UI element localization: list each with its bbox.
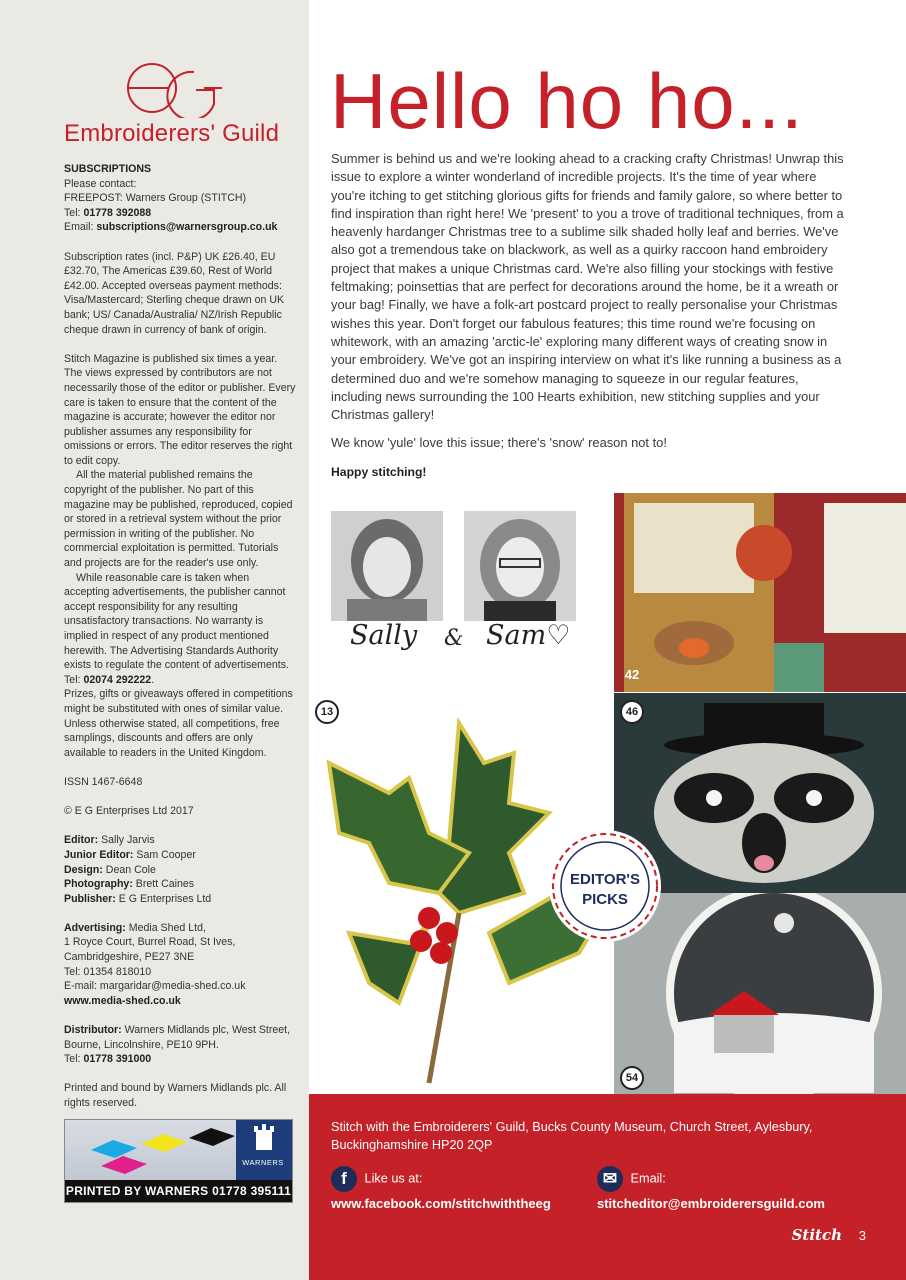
signature-ampersand: &: [444, 626, 464, 651]
portrait-icon: [331, 511, 443, 621]
distributor-tel: 01778 391000: [83, 1053, 152, 1066]
email-label-footer: Email:: [630, 1171, 666, 1186]
editor-photo-sam: [464, 511, 576, 621]
sidebar: [0, 0, 309, 1280]
page-badge-54: 54: [620, 1066, 644, 1090]
editor-photo-sally: [331, 511, 443, 621]
page-badge-42: 42: [624, 667, 640, 682]
credit-junior-editor: Junior Editor: Sam Cooper: [64, 848, 196, 861]
editors-picks-line2: PICKS: [582, 891, 628, 908]
advertising-address: 1 Royce Court, Burrel Road, St Ives, Cambridgeshire, PE27 3NE: [64, 936, 236, 964]
distributor: Distributor: Warners Midlands plc, West Street, Bourne, Lincolnshire, PE10 9PH.: [64, 1024, 291, 1051]
signature-sam: Sam♡: [486, 620, 571, 651]
publication-notice: Stitch Magazine is published six times a year. The views expressed by contributors are not necessarily those of the editor or publisher. Every care is taken to ensure that the content of the magazine is accurate; however the editor nor publisher assumes any responsibility for omissions or errors. The editor reserves the right to edit copy.: [64, 352, 296, 467]
credit-photography: Photography: Brett Caines: [64, 878, 195, 891]
eg-monogram-icon: [64, 60, 284, 118]
subscriptions-heading: SUBSCRIPTIONS: [64, 163, 152, 175]
email-link[interactable]: stitcheditor@embroiderersguild.com: [597, 1196, 825, 1211]
issn: ISSN 1467-6648: [64, 775, 143, 788]
footer: [309, 1094, 906, 1280]
email-contact: [597, 1166, 825, 1211]
stocking-project-image[interactable]: [614, 493, 906, 692]
asa-tel: 02074 292222: [83, 673, 152, 686]
subscription-email[interactable]: subscriptions@warnersgroup.co.uk: [96, 221, 278, 234]
printed-banner-text: PRINTED BY WARNERS 01778 395111: [65, 1180, 292, 1202]
rosette-icon: [548, 829, 662, 943]
subscription-tel: 01778 392088: [83, 206, 152, 219]
masthead-text: SUBSCRIPTIONS Please contact: FREEPOST: Warners Group (STITCH) Tel: 01778 392088 Email: subscriptions@warnersgroup.co.uk Subscription rates (incl. P&P) UK £26.40, EU £32.70, The Americas £39.60, Rest of World £42.00. Accepted overseas payment methods: Visa/Mastercard; Sterling cheque drawn on UK bank; US/ Canada/Australia/ NZ/Irish Republic cheque drawn in currency of bank of origin. Stitch Magazine is published six times a year. The views expressed by contributors are not necessarily those of the editor or publisher. Every care is taken to ensure that the content of the magazine is accurate; however the editor nor publisher assumes any responsibility for omissions or errors. The editor reserves the right to edit copy. All the material published remains the copyright of the publisher. No part of this magazine may be published, reproduced, copied or stored in a retrieval system without the prior permission in writing of the publisher. No commercial exploitation is permitted. Tutorials and projects are for the reader's use only. While reasonable care is taken when accepting advertisements, the publisher cannot accept responsibility for any resulting unsatisfactory transactions. No warranty is implied in respect of any product mentioned herewith. The Advertising Standards Authority exists to regulate the content of advertisements. Tel: 02074 292222. Prizes, gifts or giveaways offered in competitions might be substituted with ones of similar value. Unless otherwise stated, all competitions, free samplings, discounts and offers are only available to readers in the United Kingdom. ISSN 1467-6648 © E G Enterprises Ltd 2017 Editor: Sally Jarvis Junior Editor: Sam Cooper Design: Dean Cole Photography: Brett Caines Publisher: E G Enterprises Ltd Advertising: Media Shed Ltd, 1 Royce Court, Burrel Road, St Ives, Cambridgeshire, PE27 3NE Tel: 01354 818010 E-mail: margaridar@media-shed.co.uk www.media-shed.co.uk Distributor: Warners Midlands plc, West Street, Bourne, Lincolnshire, PE10 9PH. Tel: 01778 391000 Printed and bound by Warners Midlands plc. All rights reserved.: [64, 163, 296, 1109]
advertising-tel: Tel: 01354 818010: [64, 965, 152, 978]
please-contact: Please contact:: [64, 177, 137, 190]
page-title: Hello ho ho...: [330, 57, 804, 145]
christmas-stocking-embroidery-icon: [614, 493, 906, 692]
facebook-contact: [331, 1166, 551, 1211]
editors-picks-line1: EDITOR'S: [570, 871, 640, 888]
editor-letter-closing: We know 'yule' love this issue; there's 'snow' reason not to!: [331, 435, 667, 451]
stitch-magazine-logo: Stitch: [791, 1226, 842, 1244]
credit-editor: Editor: Sally Jarvis: [64, 834, 155, 847]
prizes-notice: Prizes, gifts or giveaways offered in competitions might be substituted with ones of similar value. Unless otherwise stated, all competitions, free samplings, discounts and offers are only available to readers in the United Kingdom.: [64, 688, 293, 759]
facebook-link[interactable]: www.facebook.com/stitchwiththeeg: [331, 1196, 551, 1211]
guild-address: Stitch with the Embroiderers' Guild, Bucks County Museum, Church Street, Aylesbury, Buckinghamshire HP20 2QP: [331, 1120, 813, 1152]
credit-publisher: Publisher: E G Enterprises Ltd: [64, 892, 212, 905]
sign-off: Happy stitching!: [331, 464, 427, 479]
facebook-icon: f: [331, 1166, 357, 1192]
editor-letter-body: Summer is behind us and we're looking ahead to a cracking crafty Christmas! Unwrap this issue to explore a winter wonderland of incredible projects. It's the time of year where you're itching to get stitching glorious gifts for friends and family galore, so where better to find inspiration than right here! We 'present' to you a trove of traditional techniques, from a heavenly hardanger Christmas tree to a sublime silk shaded holly leaf and berries. We've also got a tremendous take on blackwork, as well as a quirky raccoon hand embroidery project that makes a unique Christmas card. We're also filling your stockings with festive feltmaking; poinsettias that are perfect for decorations around the home, be it a wreath or your bag! Finally, we have a folk-art postcard project to really personalise your Christmas wishes this year. Don't forget our fabulous features; this time round we're focusing on whitework, with an amazing 'arctic-le' exploring many different ways of creating snow in your embroidery. We've got an inspiring interview on what it's like running a business as a determined duo and we're somehow managing to squeeze in our regular features, including news surrounding the 100 Hearts exhibition, new stitching supplies and your Christmas gallery!: [331, 151, 844, 423]
email-label: Email:: [64, 221, 97, 234]
page-badge-46: 46: [620, 700, 644, 724]
envelope-icon: ✉: [597, 1166, 623, 1192]
advertising-contact: Advertising: Media Shed Ltd,: [64, 921, 206, 934]
subscription-rates: Subscription rates (incl. P&P) UK £26.40, EU £32.70, The Americas £39.60, Rest of World £42.00. Accepted overseas payment methods: Visa/Mastercard; Sterling cheque drawn on UK bank; US/ Canada/Australia/ NZ/Irish Republic cheque drawn in currency of bank of origin.: [64, 250, 285, 336]
page-number: 3: [858, 1228, 866, 1243]
printed-by: Printed and bound by Warners Midlands plc. All rights reserved.: [64, 1082, 287, 1109]
advertisement-notice: While reasonable care is taken when accepting advertisements, the publisher cannot accept responsibility for any resulting unsatisfactory transactions. No warranty is implied in respect of any product mentioned herewith. The Advertising Standards Authority exists to regulate the content of advertisements.: [64, 571, 289, 672]
advertising-website-link[interactable]: www.media-shed.co.uk: [64, 994, 181, 1007]
tel-label: Tel:: [64, 206, 84, 219]
advertising-email[interactable]: E-mail: margaridar@media-shed.co.uk: [64, 980, 246, 993]
portrait-icon: [464, 511, 576, 621]
embroiderers-guild-logo: [64, 60, 284, 152]
signature-sally: Sally: [350, 620, 418, 651]
printed-by-warners-banner: [64, 1119, 293, 1203]
warners-logo-text: WARNERS: [242, 1158, 284, 1167]
credit-design: Design: Dean Cole: [64, 863, 156, 876]
facebook-label: Like us at:: [364, 1171, 423, 1186]
logo-text: Embroiderers' Guild: [64, 120, 280, 147]
editors-picks-badge: [548, 829, 662, 943]
page-badge-13: 13: [315, 700, 339, 724]
freepost-address: FREEPOST: Warners Group (STITCH): [64, 192, 247, 205]
warners-logo-panel: [236, 1120, 292, 1182]
editor-letter: [331, 150, 851, 491]
copyright-notice: All the material published remains the copyright of the publisher. No part of this magazine may be published, reproduced, copied or stored in a retrieval system without the prior permission in writing of the publisher. No commercial exploitation is permitted. Tutorials and projects are for the reader's use only.: [64, 469, 293, 570]
copyright-line: © E G Enterprises Ltd 2017: [64, 805, 194, 818]
ink-shapes-icon: [71, 1122, 241, 1182]
warners-castle-icon: [236, 1120, 292, 1156]
